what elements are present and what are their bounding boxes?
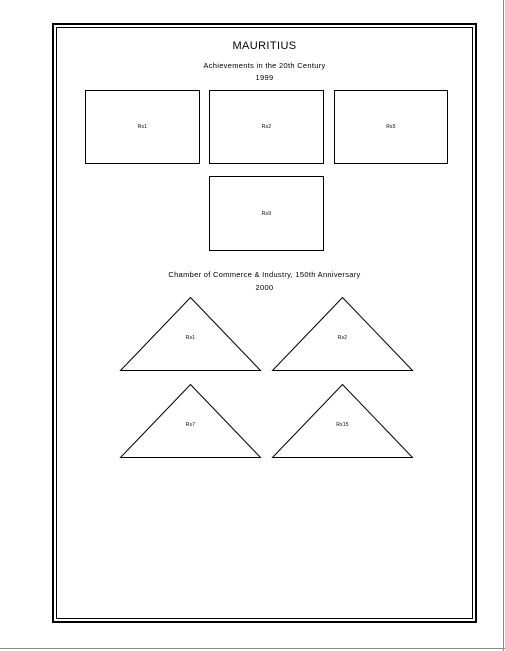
country-title: MAURITIUS <box>232 40 297 52</box>
stamp-box-rs1 <box>85 90 200 164</box>
stamp-box-rs9 <box>209 176 324 251</box>
stamp-triangle-label: Rs1 <box>185 335 196 341</box>
triangle-outline <box>272 384 413 458</box>
stamp-box-rs5 <box>334 90 448 164</box>
stamp-box-label: Rs5 <box>386 124 396 130</box>
stamp-box-label: Rs2 <box>261 124 272 130</box>
series-1-title: Achievements in the 20th Century <box>203 61 326 70</box>
stamp-triangle-rs2 <box>272 297 413 371</box>
stamp-box-label: Rs9 <box>261 210 272 217</box>
triangle-outline <box>120 384 261 458</box>
stamp-triangle-label: Rs15 <box>336 422 349 428</box>
stamp-box-label: Rs1 <box>137 124 148 130</box>
series-1-year: 1999 <box>255 73 274 82</box>
stamp-triangle-label: Rs2 <box>337 335 348 341</box>
page-edge-bottom <box>0 648 505 649</box>
triangle-outline <box>272 297 413 371</box>
stamp-triangle-rs1 <box>120 297 261 371</box>
page-edge-right <box>503 0 504 651</box>
stamp-triangle-rs15 <box>272 384 413 458</box>
stamp-triangle-label: Rs7 <box>185 422 196 428</box>
triangle-outline <box>120 297 261 371</box>
series-2-title: Chamber of Commerce & Industry, 150th Anniversary <box>168 270 361 279</box>
stamp-box-rs2 <box>209 90 324 164</box>
series-2-year: 2000 <box>255 283 274 292</box>
stamp-triangle-rs7 <box>120 384 261 458</box>
